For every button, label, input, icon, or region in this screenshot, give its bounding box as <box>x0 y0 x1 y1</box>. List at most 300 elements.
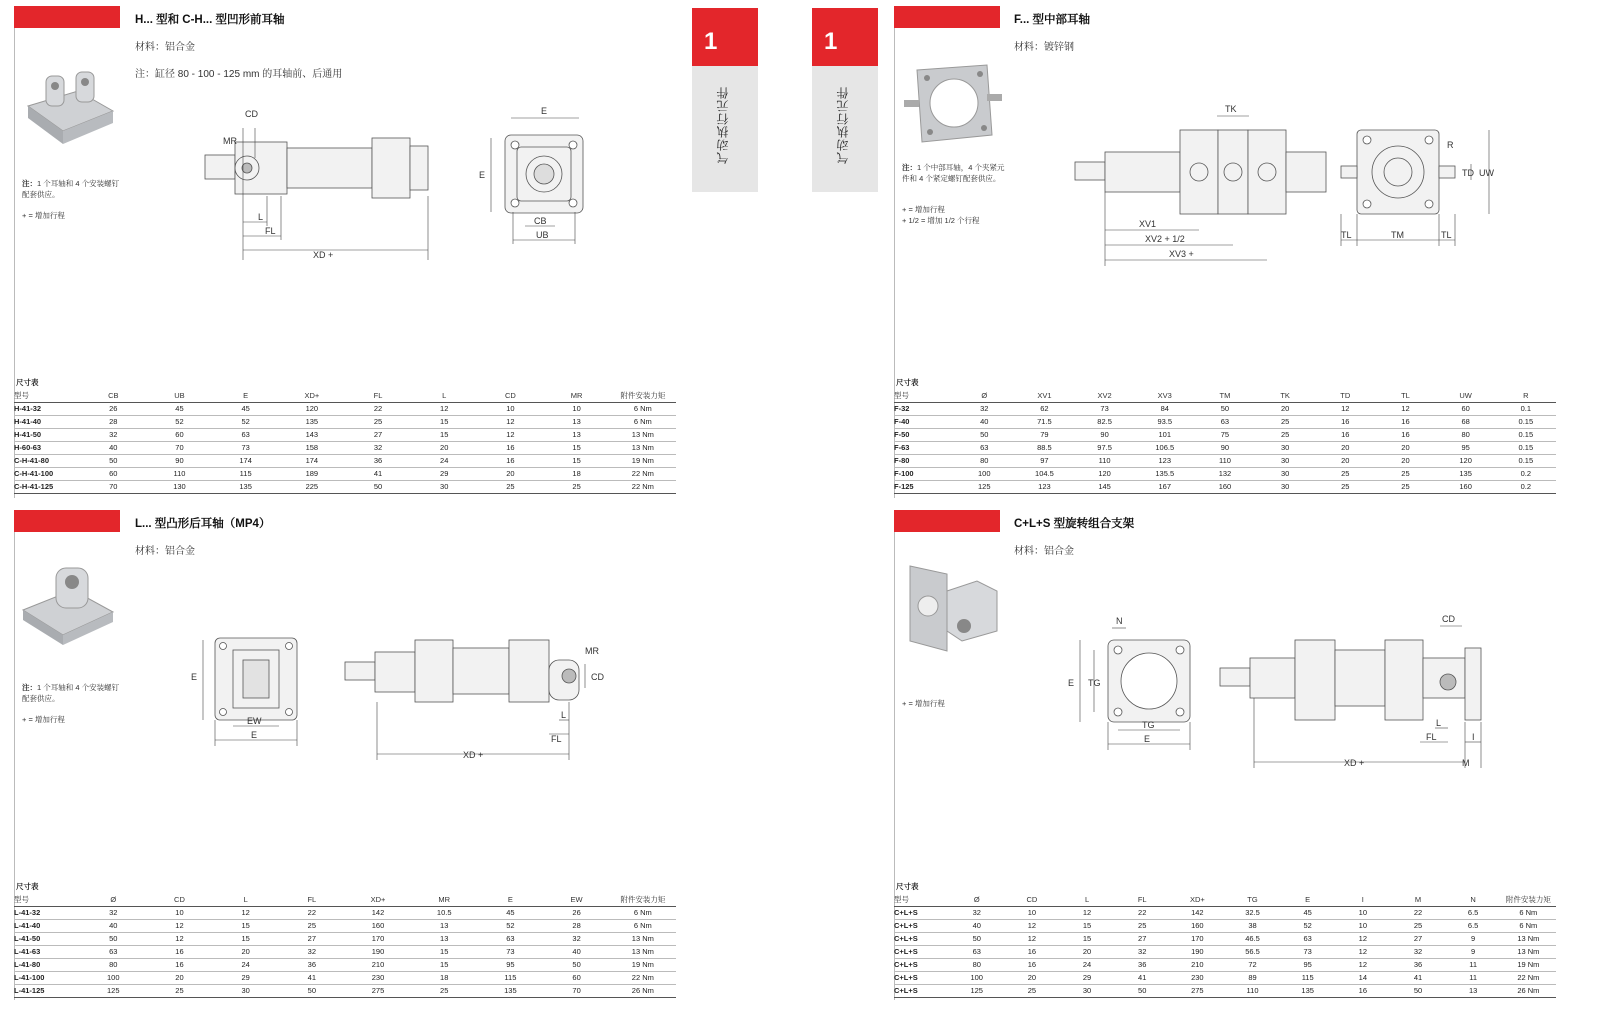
value-cell: 25 <box>146 984 212 997</box>
model-cell: L-41-100 <box>14 971 80 984</box>
table-row <box>894 906 1556 919</box>
table-row <box>14 906 676 919</box>
technical-drawing <box>1060 610 1500 775</box>
value-cell: 20 <box>1255 402 1315 415</box>
value-cell: 11 <box>1446 958 1501 971</box>
dim-m: M <box>1462 758 1470 768</box>
value-cell: 275 <box>345 984 411 997</box>
value-cell: 190 <box>1170 945 1225 958</box>
value-cell: 29 <box>411 467 477 480</box>
value-cell: 46.5 <box>1225 932 1280 945</box>
value-cell: 16 <box>146 958 212 971</box>
value-cell: 135.5 <box>1135 467 1195 480</box>
model-cell: L-41-63 <box>14 945 80 958</box>
value-cell: 60 <box>544 971 610 984</box>
chapter-label: 气动执行元件 <box>836 86 850 164</box>
value-cell: 90 <box>1195 441 1255 454</box>
value-cell: 16 <box>477 441 543 454</box>
table-row <box>894 919 1556 932</box>
value-cell: 32 <box>544 932 610 945</box>
value-cell: 50 <box>949 932 1004 945</box>
value-cell: 6 Nm <box>610 415 676 428</box>
value-cell: 32 <box>80 906 146 919</box>
table-row <box>14 402 676 415</box>
value-cell: 97 <box>1014 454 1074 467</box>
value-cell: 30 <box>1255 454 1315 467</box>
dim-tg: TG <box>1142 720 1155 730</box>
dim-e: E <box>1144 734 1151 744</box>
technical-drawing <box>1065 100 1505 275</box>
table-row <box>894 971 1556 984</box>
dim-fl: FL <box>1426 732 1437 742</box>
value-cell: 25 <box>1375 480 1435 493</box>
table-row <box>14 428 676 441</box>
value-cell: 70 <box>544 984 610 997</box>
value-cell: 0.2 <box>1496 480 1556 493</box>
dim-tk: TK <box>1225 104 1237 114</box>
value-cell: 20 <box>1315 441 1375 454</box>
value-cell: 45 <box>1280 906 1335 919</box>
value-cell: 50 <box>1195 402 1255 415</box>
value-cell: 30 <box>1255 441 1315 454</box>
value-cell: 10 <box>477 402 543 415</box>
table-row <box>14 971 676 984</box>
value-cell: 120 <box>279 402 345 415</box>
value-cell: 27 <box>279 932 345 945</box>
model-cell: C+L+S <box>894 984 949 997</box>
value-cell: 12 <box>1335 945 1390 958</box>
dimension-table-l <box>14 893 676 998</box>
value-cell: 106.5 <box>1135 441 1195 454</box>
value-cell: 12 <box>1335 932 1390 945</box>
model-cell: L-41-125 <box>14 984 80 997</box>
value-cell: 68 <box>1436 415 1496 428</box>
table-row <box>14 441 676 454</box>
plus-note: + = 增加行程 <box>22 211 65 220</box>
value-cell: 63 <box>213 428 279 441</box>
value-cell: 22 <box>279 906 345 919</box>
value-cell: 80 <box>80 958 146 971</box>
value-cell: 73 <box>213 441 279 454</box>
value-cell: 95 <box>1280 958 1335 971</box>
dim-i: I <box>1472 732 1475 742</box>
chapter-label: 气动执行元件 <box>716 86 730 164</box>
value-cell: 30 <box>411 480 477 493</box>
value-cell: 60 <box>80 467 146 480</box>
dim-xv1: XV1 <box>1139 219 1157 229</box>
chapter-number: 1 <box>692 8 758 66</box>
dim-e: E <box>251 730 258 740</box>
value-cell: 100 <box>80 971 146 984</box>
table-caption: 尺寸表 <box>896 882 919 891</box>
value-cell: 110 <box>1225 984 1280 997</box>
value-cell: 12 <box>1004 932 1059 945</box>
value-cell: 63 <box>1195 415 1255 428</box>
value-cell: 135 <box>279 415 345 428</box>
dim-ub: UB <box>536 230 549 240</box>
value-cell: 70 <box>80 480 146 493</box>
value-cell: 22 Nm <box>610 467 676 480</box>
model-cell: L-41-32 <box>14 906 80 919</box>
value-cell: 174 <box>279 454 345 467</box>
value-cell: 0.15 <box>1496 415 1556 428</box>
value-cell: 16 <box>1004 945 1059 958</box>
side-note: 注：1 个耳轴和 4 个安装螺钉配套供应。 <box>22 179 120 199</box>
value-cell: 25 <box>1315 480 1375 493</box>
value-cell: 160 <box>345 919 411 932</box>
section-red-bar <box>14 6 120 28</box>
value-cell: 40 <box>80 441 146 454</box>
table-row <box>894 441 1556 454</box>
value-cell: 36 <box>1390 958 1445 971</box>
value-cell: 0.1 <box>1496 402 1556 415</box>
dim-e-top: E <box>541 106 548 116</box>
value-cell: 12 <box>146 919 212 932</box>
model-cell: C+L+S <box>894 919 949 932</box>
section-title: H... 型和 C-H... 型凹形前耳轴 <box>135 14 285 26</box>
value-cell: 6.5 <box>1446 919 1501 932</box>
value-cell: 11 <box>1446 971 1501 984</box>
dim-tg-side: TG <box>1088 678 1101 688</box>
value-cell: 20 <box>1375 441 1435 454</box>
value-cell: 15 <box>213 932 279 945</box>
section-red-bar <box>14 510 120 532</box>
table-header-row: 型号 CB UB E XD+ FL L CD MR 附件安装力矩 <box>14 389 676 402</box>
dim-tm: TM <box>1391 230 1404 240</box>
table-row <box>14 932 676 945</box>
value-cell: 25 <box>345 415 411 428</box>
value-cell: 26 <box>544 906 610 919</box>
value-cell: 12 <box>1004 919 1059 932</box>
dimension-table-cls <box>894 893 1556 998</box>
value-cell: 16 <box>1315 415 1375 428</box>
dim-l: L <box>561 710 567 720</box>
dim-mr: MR <box>585 646 599 656</box>
value-cell: 16 <box>1315 428 1375 441</box>
value-cell: 145 <box>1075 480 1135 493</box>
value-cell: 25 <box>1004 984 1059 997</box>
table-caption: 尺寸表 <box>896 378 919 387</box>
value-cell: 123 <box>1135 454 1195 467</box>
dim-fl: FL <box>551 734 562 744</box>
value-cell: 28 <box>80 415 146 428</box>
value-cell: 10.5 <box>411 906 477 919</box>
value-cell: 73 <box>1280 945 1335 958</box>
value-cell: 20 <box>477 467 543 480</box>
value-cell: 123 <box>1014 480 1074 493</box>
table-row <box>894 932 1556 945</box>
value-cell: 70 <box>146 441 212 454</box>
value-cell: 20 <box>213 945 279 958</box>
value-cell: 15 <box>411 428 477 441</box>
value-cell: 13 Nm <box>1501 932 1556 945</box>
model-cell: L-41-50 <box>14 932 80 945</box>
value-cell: 13 Nm <box>1501 945 1556 958</box>
value-cell: 142 <box>1170 906 1225 919</box>
model-cell: C-H-41-125 <box>14 480 80 493</box>
value-cell: 225 <box>279 480 345 493</box>
value-cell: 63 <box>954 441 1014 454</box>
value-cell: 19 Nm <box>1501 958 1556 971</box>
value-cell: 16 <box>1335 984 1390 997</box>
value-cell: 32 <box>949 906 1004 919</box>
value-cell: 110 <box>146 467 212 480</box>
plus-note: + = 增加行程 <box>902 699 945 708</box>
value-cell: 63 <box>80 945 146 958</box>
value-cell: 82.5 <box>1075 415 1135 428</box>
table-row <box>894 958 1556 971</box>
table-row <box>894 402 1556 415</box>
value-cell: 142 <box>345 906 411 919</box>
value-cell: 10 <box>146 906 212 919</box>
value-cell: 20 <box>1375 454 1435 467</box>
dim-e-side: E <box>1068 678 1075 688</box>
value-cell: 22 <box>1115 906 1170 919</box>
value-cell: 115 <box>1280 971 1335 984</box>
value-cell: 50 <box>954 428 1014 441</box>
dim-mr: MR <box>223 136 237 146</box>
model-cell: F-63 <box>894 441 954 454</box>
value-cell: 95 <box>1436 441 1496 454</box>
value-cell: 15 <box>411 415 477 428</box>
value-cell: 26 <box>80 402 146 415</box>
value-cell: 170 <box>1170 932 1225 945</box>
value-cell: 14 <box>1335 971 1390 984</box>
value-cell: 135 <box>1436 467 1496 480</box>
value-cell: 30 <box>1059 984 1114 997</box>
value-cell: 25 <box>1255 428 1315 441</box>
value-cell: 72 <box>1225 958 1280 971</box>
dim-cd: CD <box>591 672 604 682</box>
model-cell: C-H-41-100 <box>14 467 80 480</box>
value-cell: 16 <box>1004 958 1059 971</box>
value-cell: 15 <box>544 441 610 454</box>
value-cell: 6 Nm <box>1501 919 1556 932</box>
value-cell: 60 <box>1436 402 1496 415</box>
dim-td: TD <box>1462 168 1474 178</box>
value-cell: 50 <box>80 932 146 945</box>
value-cell: 36 <box>1115 958 1170 971</box>
value-cell: 80 <box>954 454 1014 467</box>
dim-cd: CD <box>245 109 258 119</box>
value-cell: 22 Nm <box>610 480 676 493</box>
side-note: 注：1 个中部耳轴，4 个夹紧元件和 4 个紧定螺钉配套供应。 <box>902 163 1005 183</box>
value-cell: 41 <box>345 467 411 480</box>
model-cell: C+L+S <box>894 932 949 945</box>
value-cell: 73 <box>477 945 543 958</box>
value-cell: 125 <box>949 984 1004 997</box>
product-photo <box>18 66 118 156</box>
side-note: 注：1 个耳轴和 4 个安装螺钉配套供应。 <box>22 683 120 703</box>
model-cell: C+L+S <box>894 906 949 919</box>
value-cell: 16 <box>146 945 212 958</box>
value-cell: 62 <box>1014 402 1074 415</box>
value-cell: 80 <box>949 958 1004 971</box>
dim-e-side: E <box>479 170 486 180</box>
value-cell: 32 <box>954 402 1014 415</box>
value-cell: 18 <box>544 467 610 480</box>
value-cell: 12 <box>1335 958 1390 971</box>
value-cell: 9 <box>1446 932 1501 945</box>
value-cell: 110 <box>1075 454 1135 467</box>
model-cell: C+L+S <box>894 945 949 958</box>
value-cell: 110 <box>1195 454 1255 467</box>
value-cell: 6 Nm <box>610 919 676 932</box>
dim-xd: XD + <box>463 750 484 760</box>
value-cell: 13 <box>411 919 477 932</box>
model-cell: F-50 <box>894 428 954 441</box>
value-cell: 41 <box>279 971 345 984</box>
model-cell: F-40 <box>894 415 954 428</box>
value-cell: 15 <box>213 919 279 932</box>
value-cell: 41 <box>1390 971 1445 984</box>
value-cell: 95 <box>477 958 543 971</box>
value-cell: 210 <box>1170 958 1225 971</box>
chapter-tab-left <box>692 8 758 192</box>
value-cell: 125 <box>80 984 146 997</box>
value-cell: 52 <box>477 919 543 932</box>
chapter-tab-right <box>812 8 878 192</box>
value-cell: 104.5 <box>1014 467 1074 480</box>
value-cell: 73 <box>1075 402 1135 415</box>
value-cell: 22 Nm <box>1501 971 1556 984</box>
model-cell: C-H-41-80 <box>14 454 80 467</box>
value-cell: 27 <box>1115 932 1170 945</box>
value-cell: 25 <box>1375 467 1435 480</box>
material-text: 材料：铝合金 <box>135 42 195 53</box>
value-cell: 13 <box>411 932 477 945</box>
value-cell: 125 <box>954 480 1014 493</box>
material-text: 材料：铝合金 <box>135 546 195 557</box>
value-cell: 25 <box>1115 919 1170 932</box>
value-cell: 135 <box>477 984 543 997</box>
value-cell: 12 <box>477 428 543 441</box>
table-row <box>14 945 676 958</box>
value-cell: 16 <box>1375 415 1435 428</box>
dim-r: R <box>1447 140 1454 150</box>
value-cell: 13 <box>1446 984 1501 997</box>
value-cell: 93.5 <box>1135 415 1195 428</box>
material-text: 材料：铝合金 <box>1014 546 1074 557</box>
value-cell: 190 <box>345 945 411 958</box>
table-row <box>894 480 1556 493</box>
value-cell: 6.5 <box>1446 906 1501 919</box>
value-cell: 40 <box>544 945 610 958</box>
value-cell: 12 <box>1315 402 1375 415</box>
value-cell: 15 <box>411 958 477 971</box>
value-cell: 25 <box>279 919 345 932</box>
value-cell: 230 <box>1170 971 1225 984</box>
value-cell: 32 <box>1390 945 1445 958</box>
plus-note: + = 增加行程 <box>22 715 65 724</box>
section-title: F... 型中部耳轴 <box>1014 14 1091 26</box>
model-cell: F-100 <box>894 467 954 480</box>
dim-uw: UW <box>1479 168 1494 178</box>
value-cell: 100 <box>954 467 1014 480</box>
model-cell: L-41-40 <box>14 919 80 932</box>
product-photo <box>902 556 1002 666</box>
value-cell: 22 <box>345 402 411 415</box>
dim-n: N <box>1116 616 1123 626</box>
value-cell: 25 <box>1390 919 1445 932</box>
value-cell: 32.5 <box>1225 906 1280 919</box>
value-cell: 13 Nm <box>610 428 676 441</box>
value-cell: 75 <box>1195 428 1255 441</box>
value-cell: 13 Nm <box>610 441 676 454</box>
value-cell: 80 <box>1436 428 1496 441</box>
value-cell: 13 Nm <box>610 932 676 945</box>
value-cell: 13 Nm <box>610 945 676 958</box>
table-row <box>14 984 676 997</box>
value-cell: 25 <box>544 480 610 493</box>
value-cell: 40 <box>954 415 1014 428</box>
value-cell: 12 <box>411 402 477 415</box>
value-cell: 90 <box>1075 428 1135 441</box>
value-cell: 40 <box>949 919 1004 932</box>
value-cell: 40 <box>80 919 146 932</box>
value-cell: 135 <box>213 480 279 493</box>
value-cell: 275 <box>1170 984 1225 997</box>
table-row <box>894 415 1556 428</box>
value-cell: 15 <box>1059 919 1114 932</box>
model-cell: F-80 <box>894 454 954 467</box>
value-cell: 50 <box>1115 984 1170 997</box>
dimension-table-h <box>14 389 676 494</box>
table-caption: 尺寸表 <box>16 378 39 387</box>
table-row <box>14 415 676 428</box>
value-cell: 22 Nm <box>610 971 676 984</box>
value-cell: 12 <box>477 415 543 428</box>
value-cell: 160 <box>1195 480 1255 493</box>
dim-xd: XD + <box>313 250 334 260</box>
value-cell: 38 <box>1225 919 1280 932</box>
table-caption: 尺寸表 <box>16 882 39 891</box>
table-header-row: 型号 Ø CD L FL XD+ TG E I M N 附件安装力矩 <box>894 893 1556 906</box>
table-row <box>894 428 1556 441</box>
value-cell: 60 <box>146 428 212 441</box>
value-cell: 143 <box>279 428 345 441</box>
model-cell: H-60-63 <box>14 441 80 454</box>
dim-l: L <box>1436 718 1442 728</box>
value-cell: 170 <box>345 932 411 945</box>
value-cell: 71.5 <box>1014 415 1074 428</box>
dim-e-side: E <box>191 672 198 682</box>
value-cell: 115 <box>477 971 543 984</box>
table-row <box>894 945 1556 958</box>
value-cell: 210 <box>345 958 411 971</box>
section-red-bar <box>894 510 1000 532</box>
value-cell: 22 <box>1390 906 1445 919</box>
value-cell: 24 <box>1059 958 1114 971</box>
value-cell: 30 <box>213 984 279 997</box>
value-cell: 160 <box>1170 919 1225 932</box>
model-cell: F-32 <box>894 402 954 415</box>
value-cell: 0.15 <box>1496 428 1556 441</box>
product-photo <box>902 60 1002 150</box>
value-cell: 36 <box>345 454 411 467</box>
value-cell: 32 <box>80 428 146 441</box>
value-cell: 101 <box>1135 428 1195 441</box>
dim-fl: FL <box>265 226 276 236</box>
section-title: C+L+S 型旋转组合支架 <box>1014 518 1135 530</box>
value-cell: 84 <box>1135 402 1195 415</box>
value-cell: 20 <box>411 441 477 454</box>
value-cell: 6 Nm <box>610 906 676 919</box>
value-cell: 15 <box>544 454 610 467</box>
value-cell: 63 <box>949 945 1004 958</box>
value-cell: 63 <box>1280 932 1335 945</box>
section-red-bar <box>894 6 1000 28</box>
